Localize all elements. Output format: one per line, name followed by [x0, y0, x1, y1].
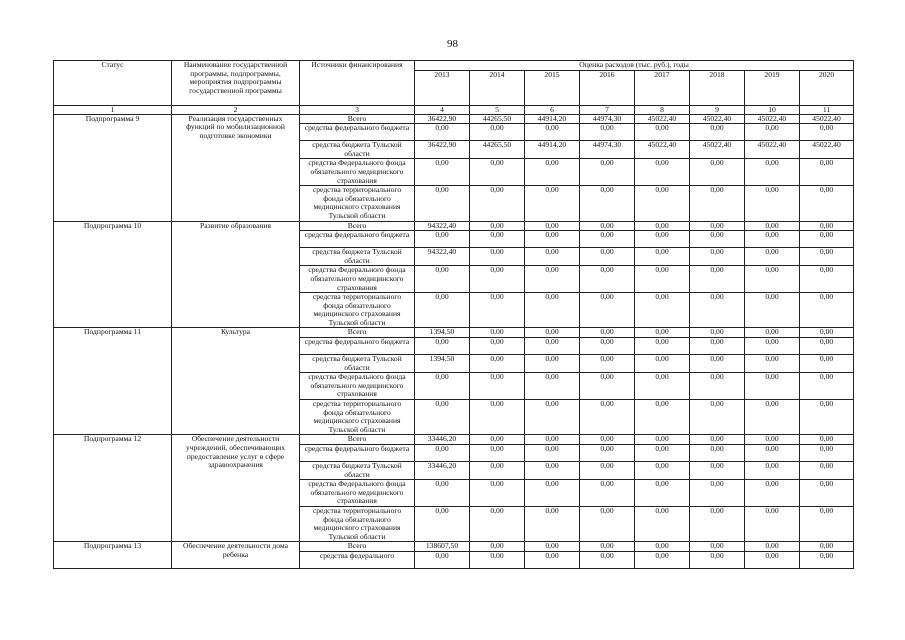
header-column-index: 3 [300, 105, 415, 114]
header-year: 2017 [635, 70, 690, 105]
expense-value: 0,00 [690, 338, 745, 355]
expense-value: 0,00 [690, 462, 745, 480]
expense-value: 0,00 [745, 231, 800, 248]
expense-value: 0,00 [525, 159, 580, 186]
expense-value: 0,00 [470, 266, 525, 293]
subprogram-status: Подпрограмма 11 [54, 328, 172, 435]
expense-value: 0,00 [690, 480, 745, 507]
header-column-index: 6 [525, 105, 580, 114]
expense-value: 0,00 [690, 435, 745, 445]
expense-value: 0,00 [580, 542, 635, 552]
expense-value: 0,00 [690, 231, 745, 248]
expense-value: 0,00 [745, 248, 800, 266]
expense-value: 0,00 [635, 159, 690, 186]
expense-value: 0,00 [800, 293, 854, 328]
funding-source: средства Федерального фонда обязательного медицинского страхования [300, 373, 415, 400]
table-row [54, 114, 854, 124]
expense-value: 0,00 [470, 338, 525, 355]
header-estimate: Оценка расходов (тыс. руб.), годы [415, 61, 854, 71]
expense-value: 0,00 [525, 186, 580, 221]
expense-value: 45022,40 [800, 141, 854, 159]
funding-source: средства бюджета Тульской области [300, 355, 415, 373]
header-name: Наименование государственной программы, подпрограммы, мероприятия подпрограммы государственной программы [172, 61, 300, 106]
expense-value: 0,00 [415, 506, 470, 541]
expense-value: 44265,50 [470, 141, 525, 159]
expense-value: 0,00 [635, 221, 690, 231]
expense-value: 0,00 [580, 462, 635, 480]
expense-value: 0,00 [690, 248, 745, 266]
expense-value: 0,00 [525, 445, 580, 462]
expense-value: 45022,40 [635, 114, 690, 124]
expense-value: 33446,20 [415, 435, 470, 445]
expense-value: 45022,40 [745, 141, 800, 159]
expense-value: 0,00 [470, 124, 525, 141]
expense-value: 0,00 [580, 480, 635, 507]
expense-value: 0,00 [690, 159, 745, 186]
expense-value: 0,00 [745, 266, 800, 293]
expense-value: 0,00 [690, 355, 745, 373]
expense-value: 0,00 [690, 328, 745, 338]
funding-source: Всего [300, 221, 415, 231]
expense-value: 0,00 [800, 338, 854, 355]
header-column-index: 7 [580, 105, 635, 114]
funding-source: средства бюджета Тульской области [300, 141, 415, 159]
funding-source: средства федерального бюджета [300, 124, 415, 141]
expense-value: 0,00 [470, 551, 525, 568]
expense-value: 0,00 [470, 221, 525, 231]
page-number: 98 [447, 38, 458, 50]
header-column-index: 4 [415, 105, 470, 114]
subprogram-status: Подпрограмма 10 [54, 221, 172, 328]
header-column-index: 11 [800, 105, 854, 114]
expense-value: 44914,20 [525, 114, 580, 124]
expense-value: 0,00 [415, 186, 470, 221]
expense-value: 0,00 [800, 480, 854, 507]
expense-value: 0,00 [690, 506, 745, 541]
expense-value: 0,00 [635, 373, 690, 400]
expense-value: 0,00 [800, 231, 854, 248]
expense-value: 0,00 [745, 551, 800, 568]
expense-value: 0,00 [745, 400, 800, 435]
expense-value: 0,00 [800, 159, 854, 186]
subprogram-name: Развитие образования [172, 221, 300, 328]
header-column-index: 1 [54, 105, 172, 114]
expense-value: 0,00 [745, 124, 800, 141]
expense-value: 0,00 [525, 338, 580, 355]
expense-value: 0,00 [635, 248, 690, 266]
expense-value: 45022,40 [745, 114, 800, 124]
table-row [54, 542, 854, 552]
expense-value: 0,00 [470, 445, 525, 462]
funding-source: средства Федерального фонда обязательного медицинского страхования [300, 266, 415, 293]
header-index-row [54, 105, 854, 114]
expense-value: 0,00 [690, 221, 745, 231]
header-column-index: 8 [635, 105, 690, 114]
expense-value: 0,00 [745, 338, 800, 355]
expense-value: 0,00 [470, 248, 525, 266]
expense-value: 0,00 [690, 542, 745, 552]
expense-value: 0,00 [580, 435, 635, 445]
expense-value: 0,00 [635, 542, 690, 552]
expense-value: 45022,40 [635, 141, 690, 159]
expense-value: 94322,40 [415, 221, 470, 231]
expense-value: 0,00 [525, 124, 580, 141]
expense-value: 0,00 [635, 445, 690, 462]
funding-source: средства федерального бюджета [300, 445, 415, 462]
expense-value: 0,00 [745, 328, 800, 338]
expense-value: 0,00 [690, 400, 745, 435]
header-year: 2016 [580, 70, 635, 105]
expense-value: 0,00 [580, 400, 635, 435]
expense-value: 0,00 [745, 480, 800, 507]
expense-value: 0,00 [580, 373, 635, 400]
expense-value: 0,00 [800, 435, 854, 445]
header-year: 2013 [415, 70, 470, 105]
expense-value: 0,00 [635, 293, 690, 328]
expense-value: 0,00 [580, 338, 635, 355]
expense-value: 0,00 [800, 542, 854, 552]
expense-value: 0,00 [470, 462, 525, 480]
expense-value: 0,00 [745, 355, 800, 373]
expense-value: 0,00 [800, 266, 854, 293]
expense-value: 0,00 [690, 186, 745, 221]
expense-value: 0,00 [580, 231, 635, 248]
budget-table [53, 60, 854, 569]
header-year: 2020 [800, 70, 854, 105]
expense-value: 36422,90 [415, 141, 470, 159]
expense-value: 0,00 [415, 480, 470, 507]
expense-value: 0,00 [580, 328, 635, 338]
expense-value: 0,00 [800, 506, 854, 541]
table-row [54, 221, 854, 231]
expense-value: 0,00 [800, 248, 854, 266]
expense-value: 0,00 [580, 355, 635, 373]
subprogram-name: Реализация государственных функций по мобилизационной подготовке экономики [172, 114, 300, 221]
expense-value: 45022,40 [690, 114, 745, 124]
header-column-index: 10 [745, 105, 800, 114]
expense-value: 0,00 [690, 266, 745, 293]
expense-value: 0,00 [745, 186, 800, 221]
subprogram-status: Подпрограмма 9 [54, 114, 172, 221]
expense-value: 0,00 [415, 231, 470, 248]
expense-value: 0,00 [525, 400, 580, 435]
expense-value: 0,00 [415, 445, 470, 462]
table-body [54, 114, 854, 568]
expense-value: 0,00 [415, 551, 470, 568]
expense-value: 0,00 [580, 124, 635, 141]
expense-value: 0,00 [800, 445, 854, 462]
expense-value: 0,00 [415, 400, 470, 435]
expense-value: 0,00 [470, 231, 525, 248]
funding-source: средства федерального [300, 551, 415, 568]
expense-value: 0,00 [525, 435, 580, 445]
expense-value: 0,00 [470, 293, 525, 328]
expense-value: 0,00 [470, 159, 525, 186]
expense-value: 0,00 [470, 542, 525, 552]
table-row [54, 435, 854, 445]
expense-value: 0,00 [580, 248, 635, 266]
header-status: Статус [54, 61, 172, 106]
expense-value: 0,00 [745, 435, 800, 445]
funding-source: средства территориального фонда обязательного медицинского страхования Тульской области [300, 506, 415, 541]
subprogram-name: Культура [172, 328, 300, 435]
expense-value: 0,00 [800, 124, 854, 141]
expense-value: 0,00 [470, 328, 525, 338]
expense-value: 0,00 [415, 266, 470, 293]
expense-value: 1394,50 [415, 355, 470, 373]
expense-value: 0,00 [745, 373, 800, 400]
expense-value: 0,00 [690, 124, 745, 141]
expense-value: 0,00 [635, 186, 690, 221]
expense-value: 0,00 [580, 186, 635, 221]
expense-value: 0,00 [525, 266, 580, 293]
expense-value: 0,00 [470, 186, 525, 221]
expense-value: 0,00 [525, 293, 580, 328]
expense-value: 0,00 [800, 355, 854, 373]
expense-value: 94322,40 [415, 248, 470, 266]
subprogram-status: Подпрограмма 12 [54, 435, 172, 542]
funding-source: средства территориального фонда обязательного медицинского страхования Тульской области [300, 186, 415, 221]
expense-value: 44974,30 [580, 141, 635, 159]
header-source: Источники финансирования [300, 61, 415, 106]
expense-value: 0,00 [800, 462, 854, 480]
funding-source: средства территориального фонда обязательного медицинского страхования Тульской области [300, 293, 415, 328]
expense-value: 0,00 [745, 542, 800, 552]
expense-value: 0,00 [580, 551, 635, 568]
funding-source: средства территориального фонда обязательного медицинского страхования Тульской области [300, 400, 415, 435]
expense-value: 0,00 [635, 551, 690, 568]
expense-value: 0,00 [580, 293, 635, 328]
expense-value: 0,00 [800, 186, 854, 221]
expense-value: 0,00 [580, 445, 635, 462]
expense-value: 0,00 [635, 506, 690, 541]
funding-source: Всего [300, 435, 415, 445]
expense-value: 0,00 [470, 480, 525, 507]
funding-source: средства федерального бюджета [300, 338, 415, 355]
expense-value: 0,00 [635, 124, 690, 141]
expense-value: 44265,50 [470, 114, 525, 124]
expense-value: 0,00 [690, 445, 745, 462]
expense-value: 45022,40 [690, 141, 745, 159]
expense-value: 0,00 [525, 373, 580, 400]
expense-value: 0,00 [525, 248, 580, 266]
subprogram-status: Подпрограмма 13 [54, 542, 172, 569]
expense-value: 0,00 [525, 231, 580, 248]
expense-value: 0,00 [580, 221, 635, 231]
expense-value: 0,00 [415, 124, 470, 141]
header-column-index: 2 [172, 105, 300, 114]
expense-value: 0,00 [635, 338, 690, 355]
expense-value: 44974,30 [580, 114, 635, 124]
expense-value: 36422,90 [415, 114, 470, 124]
funding-source: средства федерального бюджета [300, 231, 415, 248]
header-year: 2018 [690, 70, 745, 105]
expense-value: 0,00 [800, 328, 854, 338]
expense-value: 0,00 [635, 480, 690, 507]
header-column-index: 5 [470, 105, 525, 114]
header-year: 2019 [745, 70, 800, 105]
expense-value: 0,00 [635, 355, 690, 373]
expense-value: 0,00 [470, 506, 525, 541]
expense-value: 0,00 [525, 355, 580, 373]
funding-source: средства бюджета Тульской области [300, 462, 415, 480]
expense-value: 0,00 [470, 400, 525, 435]
funding-source: средства бюджета Тульской области [300, 248, 415, 266]
expense-value: 0,00 [635, 400, 690, 435]
header-year: 2014 [470, 70, 525, 105]
expense-value: 0,00 [525, 328, 580, 338]
expense-value: 0,00 [800, 221, 854, 231]
expense-value: 0,00 [470, 355, 525, 373]
expense-value: 0,00 [580, 159, 635, 186]
funding-source: Всего [300, 328, 415, 338]
funding-source: средства Федерального фонда обязательного медицинского страхования [300, 159, 415, 186]
subprogram-name: Обеспечение деятельности дома ребенка [172, 542, 300, 569]
expense-value: 0,00 [745, 159, 800, 186]
expense-value: 0,00 [800, 551, 854, 568]
expense-value: 0,00 [690, 373, 745, 400]
expense-value: 0,00 [525, 542, 580, 552]
expense-value: 0,00 [745, 445, 800, 462]
header-column-index: 9 [690, 105, 745, 114]
expense-value: 0,00 [525, 221, 580, 231]
expense-value: 0,00 [525, 462, 580, 480]
expense-value: 0,00 [635, 462, 690, 480]
expense-value: 0,00 [635, 266, 690, 293]
expense-value: 0,00 [635, 231, 690, 248]
expense-value: 0,00 [415, 293, 470, 328]
expense-value: 0,00 [525, 551, 580, 568]
expense-value: 0,00 [800, 373, 854, 400]
expense-value: 0,00 [415, 373, 470, 400]
expense-value: 0,00 [525, 506, 580, 541]
expense-value: 0,00 [690, 551, 745, 568]
expense-value: 0,00 [690, 293, 745, 328]
expense-value: 45022,40 [800, 114, 854, 124]
expense-value: 0,00 [415, 338, 470, 355]
header-year: 2015 [525, 70, 580, 105]
expense-value: 0,00 [800, 400, 854, 435]
funding-source: средства Федерального фонда обязательного медицинского страхования [300, 480, 415, 507]
expense-value: 0,00 [580, 506, 635, 541]
expense-value: 1394,50 [415, 328, 470, 338]
expense-value: 33446,20 [415, 462, 470, 480]
expense-value: 0,00 [525, 480, 580, 507]
expense-value: 0,00 [415, 159, 470, 186]
expense-value: 0,00 [635, 328, 690, 338]
funding-source: Всего [300, 114, 415, 124]
expense-value: 44914,20 [525, 141, 580, 159]
funding-source: Всего [300, 542, 415, 552]
expense-value: 0,00 [745, 506, 800, 541]
expense-value: 0,00 [745, 221, 800, 231]
expense-value: 0,00 [745, 462, 800, 480]
expense-value: 0,00 [470, 435, 525, 445]
expense-value: 0,00 [580, 266, 635, 293]
expense-value: 138607,50 [415, 542, 470, 552]
table-row [54, 328, 854, 338]
expense-value: 0,00 [745, 293, 800, 328]
subprogram-name: Обеспечение деятельности учреждений, обеспечивающих предоставление услуг в сфере здравоохранения [172, 435, 300, 542]
expense-value: 0,00 [470, 373, 525, 400]
expense-value: 0,00 [635, 435, 690, 445]
table-header [54, 61, 854, 115]
